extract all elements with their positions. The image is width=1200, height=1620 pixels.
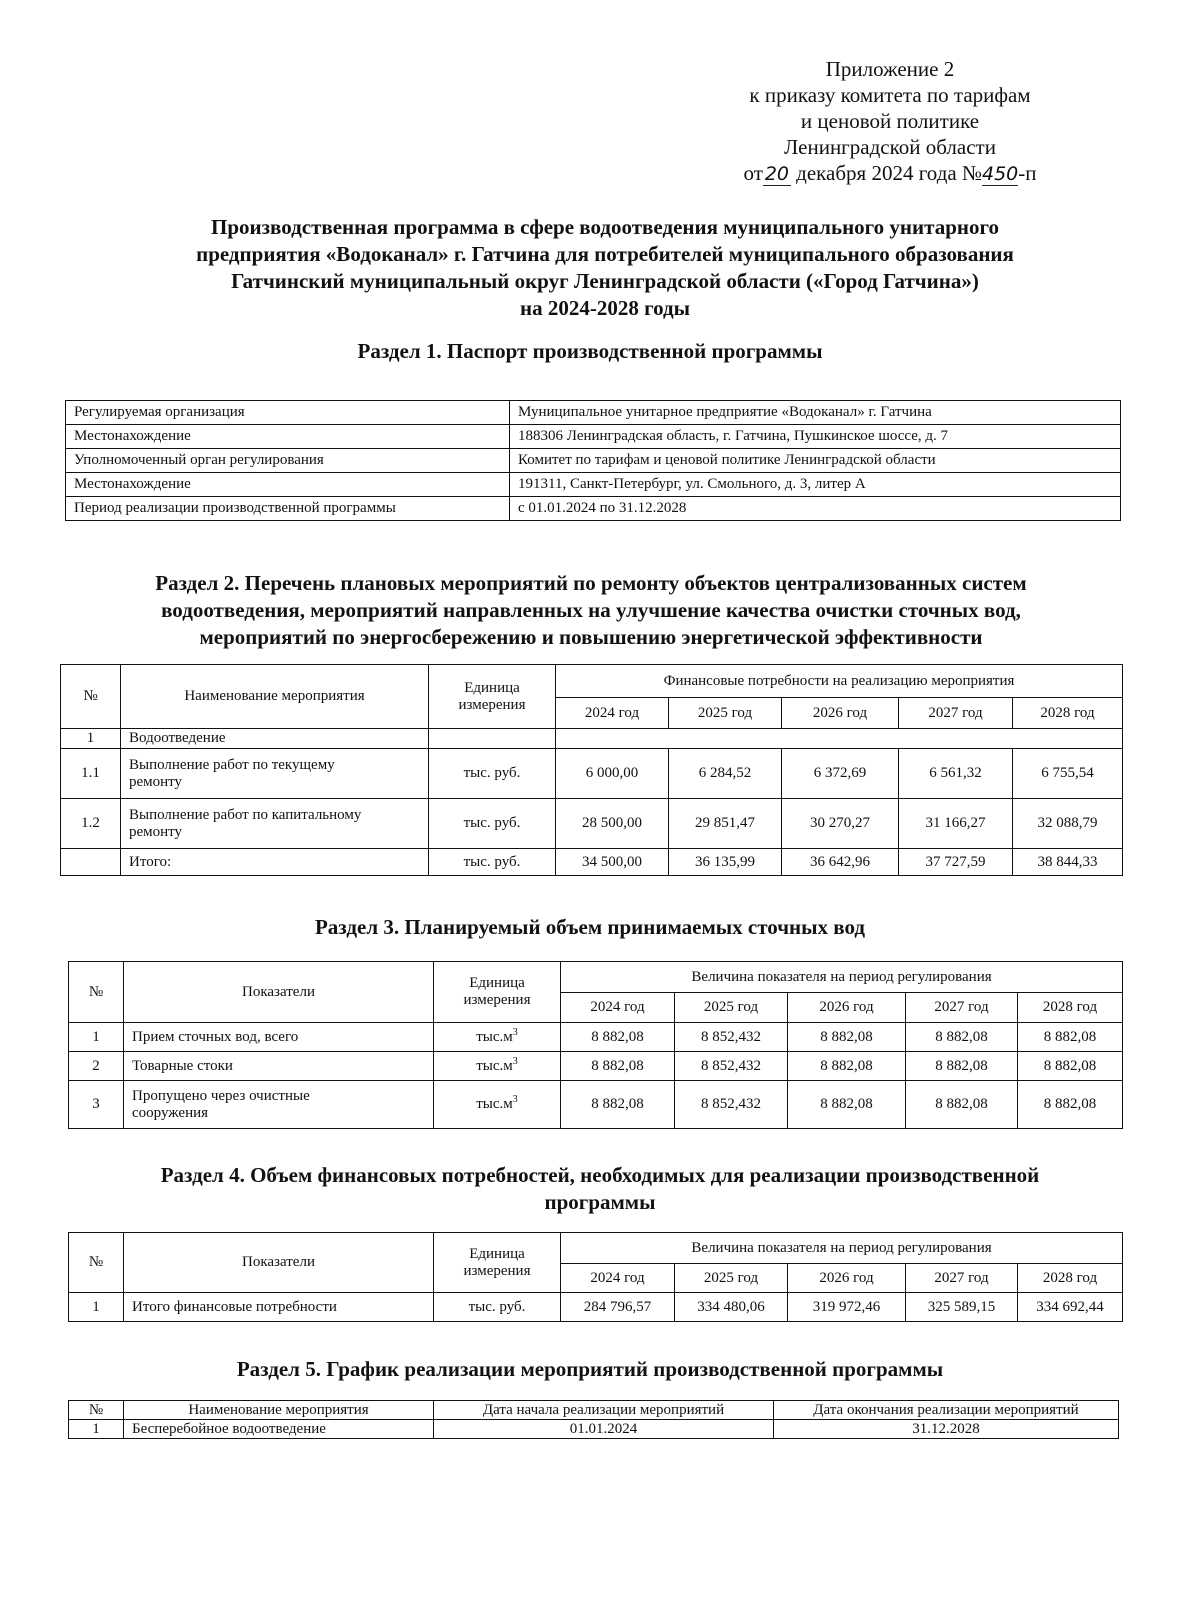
row-num: 1.2 — [61, 799, 121, 849]
row-num: 1 — [69, 1420, 124, 1439]
col-header-name: Показатели — [124, 962, 434, 1023]
passport-label: Уполномоченный орган регулирования — [66, 449, 510, 473]
value-cell: 31 166,27 — [899, 799, 1013, 849]
value-cell: 37 727,59 — [899, 849, 1013, 876]
value-cell: 8 882,08 — [906, 1081, 1018, 1129]
row-name-line: Пропущено через очистные — [132, 1087, 310, 1104]
section4-title-line: Раздел 4. Объем финансовых потребностей, необходимых для реализации производственной — [160, 1163, 1040, 1187]
handwritten-day: 20 — [764, 163, 789, 185]
passport-value: 191311, Санкт-Петербург, ул. Смольного, д. 3, литер А — [510, 473, 1121, 497]
table-row — [69, 1293, 1123, 1322]
section1-title: Раздел 1. Паспорт производственной программы — [357, 339, 823, 363]
year-header: 2024 год — [561, 1264, 675, 1293]
col-header-unit — [429, 665, 556, 729]
value-cell: 8 882,08 — [788, 1023, 906, 1052]
value-cell: 8 882,08 — [1018, 1081, 1123, 1129]
table-row — [69, 1420, 1119, 1439]
passport-label: Регулируемая организация — [66, 401, 510, 425]
value-cell: 38 844,33 — [1013, 849, 1123, 876]
appendix-block — [720, 56, 1060, 186]
col-header-group: Величина показателя на период регулирования — [561, 1233, 1123, 1264]
unit-header-line: измерения — [463, 1262, 531, 1279]
value-cell: 8 882,08 — [561, 1081, 675, 1129]
year-header: 2026 год — [782, 698, 899, 729]
wastewater-volume-table — [68, 961, 1123, 1129]
value-cell: 34 500,00 — [556, 849, 669, 876]
section4-title-line: программы — [544, 1190, 656, 1214]
row-unit: тыс. руб. — [429, 799, 556, 849]
col-header-unit — [434, 1233, 561, 1293]
appendix-line: к приказу комитета по тарифам — [749, 83, 1031, 107]
section2-title-line: водоотведения, мероприятий направленных на улучшение качества очистки сточных вод, — [161, 598, 1021, 622]
group-row — [61, 729, 1123, 749]
col-header-unit — [434, 962, 561, 1023]
row-unit — [434, 1052, 561, 1081]
row-name: Водоотведение — [121, 729, 429, 749]
row-num: 1 — [69, 1023, 124, 1052]
value-cell: 8 852,432 — [675, 1023, 788, 1052]
table-row — [66, 449, 1121, 473]
unit-text: тыс.м — [476, 1096, 513, 1112]
unit-header-line: измерения — [458, 696, 526, 713]
value-cell: 36 642,96 — [782, 849, 899, 876]
col-header-group: Величина показателя на период регулирования — [561, 962, 1123, 993]
col-header-name: Показатели — [124, 1233, 434, 1293]
empty-cell — [556, 729, 1123, 749]
value-cell: 6 755,54 — [1013, 749, 1123, 799]
year-header: 2025 год — [669, 698, 782, 729]
unit-power: 3 — [512, 1094, 518, 1105]
row-name — [124, 1081, 434, 1129]
date-middle: декабря 2024 года № — [796, 161, 982, 185]
year-header: 2027 год — [906, 1264, 1018, 1293]
table-row — [66, 497, 1121, 521]
year-header: 2027 год — [906, 993, 1018, 1023]
start-date: 01.01.2024 — [434, 1420, 774, 1439]
header-row — [69, 962, 1123, 993]
row-unit: тыс. руб. — [434, 1293, 561, 1322]
section2-title-line: мероприятий по энергосбережению и повышению энергетической эффективности — [199, 625, 983, 649]
measures-table — [60, 664, 1123, 876]
year-header: 2027 год — [899, 698, 1013, 729]
value-cell: 8 852,432 — [675, 1081, 788, 1129]
year-header: 2026 год — [788, 1264, 906, 1293]
value-cell: 8 852,432 — [675, 1052, 788, 1081]
value-cell: 284 796,57 — [561, 1293, 675, 1322]
handwritten-order-number: 450 — [982, 163, 1019, 185]
order-suffix: -п — [1018, 161, 1037, 185]
row-num: 1.1 — [61, 749, 121, 799]
document-title — [80, 214, 1130, 322]
row-unit — [434, 1081, 561, 1129]
value-cell: 36 135,99 — [669, 849, 782, 876]
unit-power: 3 — [512, 1026, 518, 1038]
col-header-num: № — [61, 665, 121, 729]
row-num: 3 — [69, 1081, 124, 1129]
value-cell: 8 882,08 — [561, 1023, 675, 1052]
value-cell: 8 882,08 — [906, 1052, 1018, 1081]
row-unit: тыс. руб. — [429, 849, 556, 876]
value-cell: 29 851,47 — [669, 799, 782, 849]
unit-header-line: Единица — [469, 1245, 525, 1262]
row-name-line: Выполнение работ по капитальному — [129, 806, 362, 823]
passport-label: Местонахождение — [66, 473, 510, 497]
col-header-num: № — [69, 1233, 124, 1293]
row-name-line: ремонту — [129, 823, 183, 840]
appendix-line: и ценовой политике — [800, 109, 980, 133]
row-num: 2 — [69, 1052, 124, 1081]
header-row — [69, 1233, 1123, 1264]
section2-title — [60, 570, 1122, 651]
passport-label: Период реализации производственной программы — [66, 497, 510, 521]
year-header: 2025 год — [675, 993, 788, 1023]
value-cell: 8 882,08 — [788, 1052, 906, 1081]
col-header-name: Наименование мероприятия — [121, 665, 429, 729]
row-unit — [434, 1023, 561, 1052]
col-header-start: Дата начала реализации мероприятий — [434, 1401, 774, 1420]
section3-title: Раздел 3. Планируемый объем принимаемых сточных вод — [314, 915, 866, 939]
table-row — [69, 1052, 1123, 1081]
year-header: 2028 год — [1018, 993, 1123, 1023]
title-line: предприятия «Водоканал» г. Гатчина для потребителей муниципального образования — [196, 242, 1014, 266]
table-row — [61, 799, 1123, 849]
unit-header-line: Единица — [464, 679, 520, 696]
row-name: Бесперебойное водоотведение — [124, 1420, 434, 1439]
table-row — [61, 749, 1123, 799]
appendix-date-line — [720, 160, 1060, 186]
financial-needs-table — [68, 1232, 1123, 1322]
row-name-line: ремонту — [129, 773, 183, 790]
row-unit: тыс. руб. — [429, 749, 556, 799]
value-cell: 8 882,08 — [1018, 1052, 1123, 1081]
year-header: 2025 год — [675, 1264, 788, 1293]
date-prefix: от — [743, 161, 763, 185]
end-date: 31.12.2028 — [774, 1420, 1119, 1439]
passport-value: с 01.01.2024 по 31.12.2028 — [510, 497, 1121, 521]
value-cell: 8 882,08 — [561, 1052, 675, 1081]
col-header-num: № — [69, 1401, 124, 1420]
passport-label: Местонахождение — [66, 425, 510, 449]
empty-cell — [429, 729, 556, 749]
header-row — [61, 665, 1123, 698]
row-name-line: сооружения — [132, 1104, 209, 1121]
unit-header-line: измерения — [463, 992, 531, 1008]
year-header: 2026 год — [788, 993, 906, 1023]
row-name — [121, 749, 429, 799]
section2-title-line: Раздел 2. Перечень плановых мероприятий по ремонту объектов централизованных систем — [155, 571, 1027, 595]
value-cell: 8 882,08 — [1018, 1023, 1123, 1052]
year-header: 2028 год — [1013, 698, 1123, 729]
total-row — [61, 849, 1123, 876]
value-cell: 6 372,69 — [782, 749, 899, 799]
schedule-table — [68, 1400, 1119, 1439]
row-num: 1 — [61, 729, 121, 749]
value-cell: 6 561,32 — [899, 749, 1013, 799]
col-header-num: № — [69, 962, 124, 1023]
table-row — [69, 1081, 1123, 1129]
col-header-group: Финансовые потребности на реализацию мероприятия — [556, 665, 1123, 698]
title-line: Производственная программа в сфере водоотведения муниципального унитарного — [210, 215, 999, 239]
row-name: Прием сточных вод, всего — [124, 1023, 434, 1052]
row-num: 1 — [69, 1293, 124, 1322]
row-name-line: Выполнение работ по текущему — [129, 756, 335, 773]
table-row — [66, 425, 1121, 449]
row-name: Товарные стоки — [124, 1052, 434, 1081]
value-cell: 28 500,00 — [556, 799, 669, 849]
value-cell: 334 692,44 — [1018, 1293, 1123, 1322]
passport-value: 188306 Ленинградская область, г. Гатчина, Пушкинское шоссе, д. 7 — [510, 425, 1121, 449]
col-header-end: Дата окончания реализации мероприятий — [774, 1401, 1119, 1420]
year-header: 2024 год — [561, 993, 675, 1023]
title-line: на 2024-2028 годы — [519, 296, 691, 320]
appendix-line: Приложение 2 — [825, 57, 955, 81]
value-cell: 8 882,08 — [906, 1023, 1018, 1052]
unit-power: 3 — [512, 1055, 518, 1067]
appendix-line: Ленинградской области — [784, 135, 996, 159]
title-line: Гатчинский муниципальный округ Ленинградской области («Город Гатчина») — [231, 269, 979, 293]
year-header: 2028 год — [1018, 1264, 1123, 1293]
value-cell: 6 000,00 — [556, 749, 669, 799]
value-cell: 30 270,27 — [782, 799, 899, 849]
value-cell: 334 480,06 — [675, 1293, 788, 1322]
table-row — [69, 1023, 1123, 1052]
row-name — [121, 799, 429, 849]
unit-header-line: Единица — [469, 975, 525, 991]
value-cell: 8 882,08 — [788, 1081, 906, 1129]
empty-cell — [61, 849, 121, 876]
row-name: Итого финансовые потребности — [124, 1293, 434, 1322]
header-row — [69, 1401, 1119, 1420]
passport-value: Муниципальное унитарное предприятие «Водоканал» г. Гатчина — [510, 401, 1121, 425]
col-header-name: Наименование мероприятия — [124, 1401, 434, 1420]
total-label: Итого: — [121, 849, 429, 876]
value-cell: 319 972,46 — [788, 1293, 906, 1322]
table-row — [66, 473, 1121, 497]
passport-table — [65, 400, 1121, 521]
table-row — [66, 401, 1121, 425]
unit-text: тыс.м — [476, 1028, 513, 1045]
unit-text: тыс.м — [476, 1057, 513, 1074]
section4-title — [60, 1162, 1140, 1216]
value-cell: 325 589,15 — [906, 1293, 1018, 1322]
year-header: 2024 год — [556, 698, 669, 729]
value-cell: 32 088,79 — [1013, 799, 1123, 849]
passport-value: Комитет по тарифам и ценовой политике Ленинградской области — [510, 449, 1121, 473]
value-cell: 6 284,52 — [669, 749, 782, 799]
section5-title: Раздел 5. График реализации мероприятий производственной программы — [236, 1357, 944, 1381]
